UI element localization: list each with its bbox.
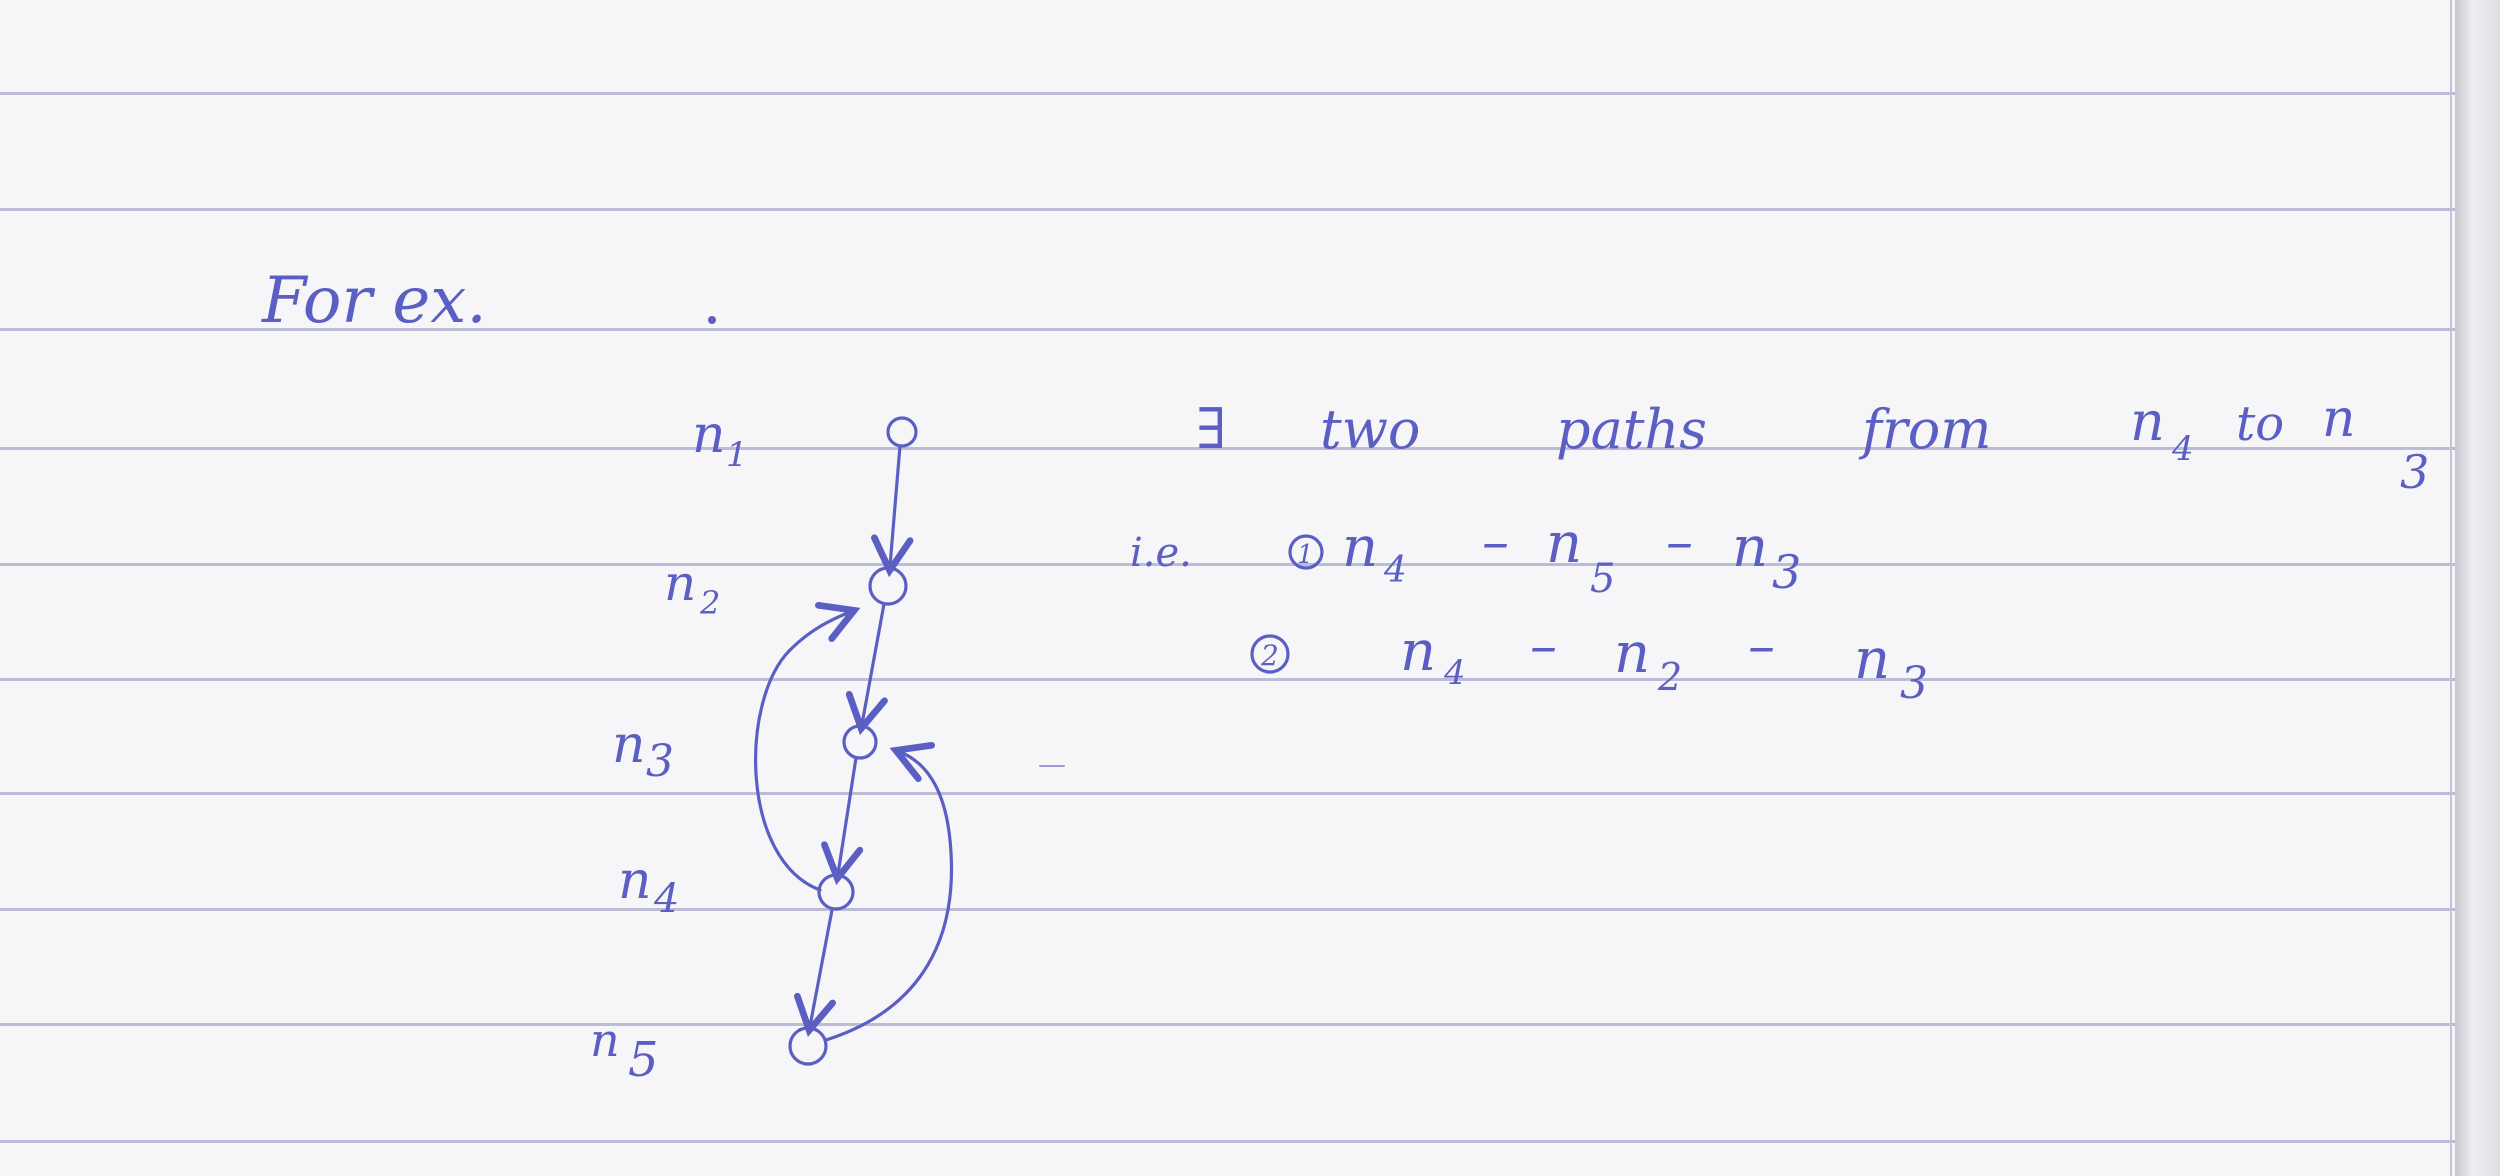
graph-node-n2 xyxy=(870,568,906,604)
svg-text:1: 1 xyxy=(726,435,748,475)
graph-node-n1 xyxy=(888,418,916,446)
node-label-n5 xyxy=(590,1013,659,1088)
ie-text: i.e. xyxy=(1130,530,1192,576)
svg-text:n: n xyxy=(1546,511,1583,576)
svg-text:3: 3 xyxy=(1772,545,1802,599)
svg-text:–: – xyxy=(1530,614,1557,677)
svg-text:–: – xyxy=(1666,510,1693,573)
node-label-n4 xyxy=(618,851,679,922)
svg-text:n: n xyxy=(1854,627,1891,692)
exists-symbol: ∃ xyxy=(1196,397,1227,462)
to-node-label xyxy=(2322,389,2429,499)
edge-n4-n5 xyxy=(810,910,832,1026)
svg-text:n: n xyxy=(590,1013,620,1067)
svg-text:5: 5 xyxy=(628,1032,659,1088)
svg-text:4: 4 xyxy=(1384,550,1407,591)
svg-text:4: 4 xyxy=(2172,429,2194,469)
from-node-label xyxy=(2130,390,2194,469)
node-label-n2 xyxy=(664,554,720,622)
svg-text:n: n xyxy=(1400,619,1437,684)
word-paths: paths xyxy=(1556,398,1707,461)
svg-text:4: 4 xyxy=(654,876,680,922)
heading-text: For ex. xyxy=(262,264,487,338)
svg-text:3: 3 xyxy=(1900,658,1928,709)
svg-text:n: n xyxy=(612,715,646,775)
edge-n3-n4 xyxy=(838,758,856,874)
svg-text:2: 2 xyxy=(700,584,721,622)
svg-text:2: 2 xyxy=(1261,639,1279,672)
graph-node-n5 xyxy=(790,1028,826,1064)
svg-text:n: n xyxy=(2130,390,2165,453)
svg-text:2: 2 xyxy=(1658,655,1683,699)
page-binding-edge xyxy=(2455,0,2500,1176)
svg-text:3: 3 xyxy=(2400,445,2430,499)
svg-text:n: n xyxy=(618,851,652,911)
svg-text:3: 3 xyxy=(646,736,674,787)
svg-text:n: n xyxy=(1732,515,1769,580)
node-label-n1 xyxy=(692,405,748,475)
node-label-n3 xyxy=(612,715,674,787)
svg-text:n: n xyxy=(664,554,697,612)
path-2 xyxy=(1252,614,1928,709)
word-two: two xyxy=(1320,398,1421,461)
svg-text:–: – xyxy=(1748,614,1775,677)
word-from: from xyxy=(1862,398,1992,461)
svg-text:1: 1 xyxy=(1297,540,1314,570)
svg-text:–: – xyxy=(1482,510,1509,573)
edge-n5-n3 xyxy=(826,752,951,1040)
dot-mark xyxy=(708,316,716,324)
edge-n1-n2 xyxy=(890,446,900,566)
svg-text:n: n xyxy=(1342,515,1379,580)
edge-n4-n2 xyxy=(756,612,850,890)
svg-text:5: 5 xyxy=(1590,556,1616,602)
graph-node-n3 xyxy=(844,726,876,758)
word-to: to xyxy=(2236,396,2285,452)
svg-text:n: n xyxy=(1614,621,1651,686)
path-1 xyxy=(1290,510,1801,602)
svg-text:4: 4 xyxy=(1444,653,1466,693)
edge-n2-n3 xyxy=(862,604,884,724)
svg-text:n: n xyxy=(692,405,726,465)
graph-node-n4 xyxy=(819,875,853,909)
svg-text:n: n xyxy=(2322,389,2356,449)
